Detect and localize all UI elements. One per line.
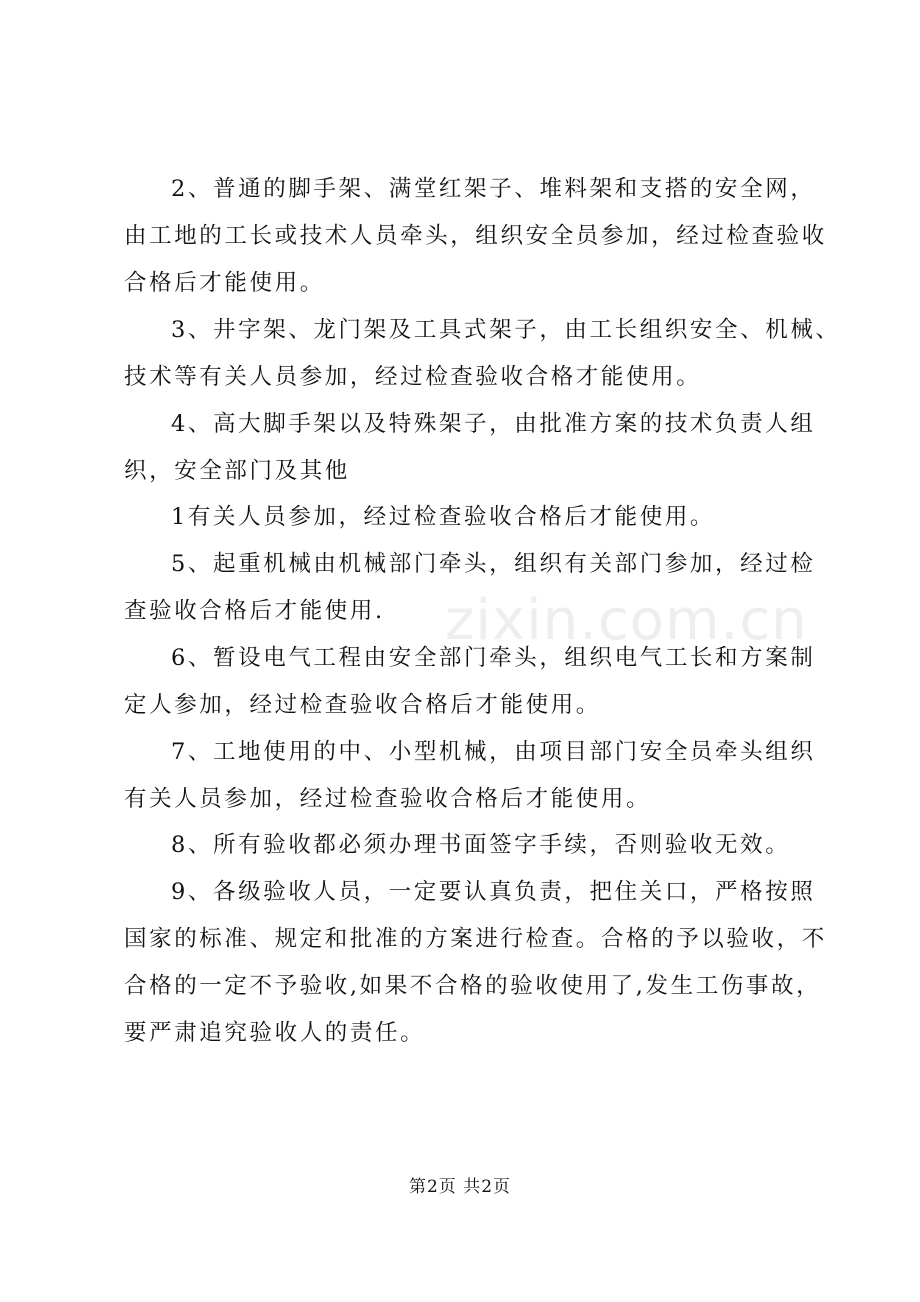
paragraph-line: 2、普通的脚手架、满堂红架子、堆料架和支搭的安全网， (171, 176, 816, 202)
paragraph-line: 5、起重机械由机械部门牵头，组织有关部门参加，经过检 (171, 551, 816, 577)
paragraph-line: 要严肃追究验收人的责任。 (124, 1020, 426, 1046)
page-footer: 第2页 共2页 (408, 1177, 512, 1197)
paragraph-line: 9、各级验收人员，一定要认真负责，把住关口，严格按照 (171, 879, 816, 905)
paragraph-line: 合格后才能使用。 (124, 270, 325, 296)
paragraph-line: 技术等有关人员参加，经过检查验收合格才能使用。 (124, 364, 702, 390)
paragraph-line: 1有关人员参加，经过检查验收合格后才能使用。 (171, 504, 716, 530)
paragraph-line: 合格的一定不予验收,如果不合格的验收使用了,发生工伤事故， (124, 973, 822, 999)
paragraph-line: 3、井字架、龙门架及工具式架子，由工长组织安全、机械、 (171, 317, 841, 343)
paragraph-line: 4、高大脚手架以及特殊架子，由批准方案的技术负责人组 (171, 411, 816, 437)
paragraph-line: 织，安全部门及其他 (124, 458, 350, 484)
paragraph-line: 7、工地使用的中、小型机械，由项目部门安全员牵头组织 (171, 739, 816, 765)
paragraph-line: 定人参加，经过检查验收合格后才能使用。 (124, 692, 601, 718)
watermark: zixin.com.cn (445, 588, 808, 653)
paragraph-line: 查验收合格后才能使用. (124, 598, 385, 624)
paragraph-line: 8、所有验收都必须办理书面签字手续，否则验收无效。 (171, 832, 791, 858)
paragraph-line: 国家的标准、规定和批准的方案进行检查。合格的予以验收，不 (124, 926, 827, 952)
paragraph-line: 有关人员参加，经过检查验收合格后才能使用。 (124, 786, 652, 812)
paragraph-line: 由工地的工长或技术人员牵头，组织安全员参加，经过检查验收 (124, 223, 827, 249)
paragraph-line: 6、暂设电气工程由安全部门牵头，组织电气工长和方案制 (171, 645, 816, 671)
